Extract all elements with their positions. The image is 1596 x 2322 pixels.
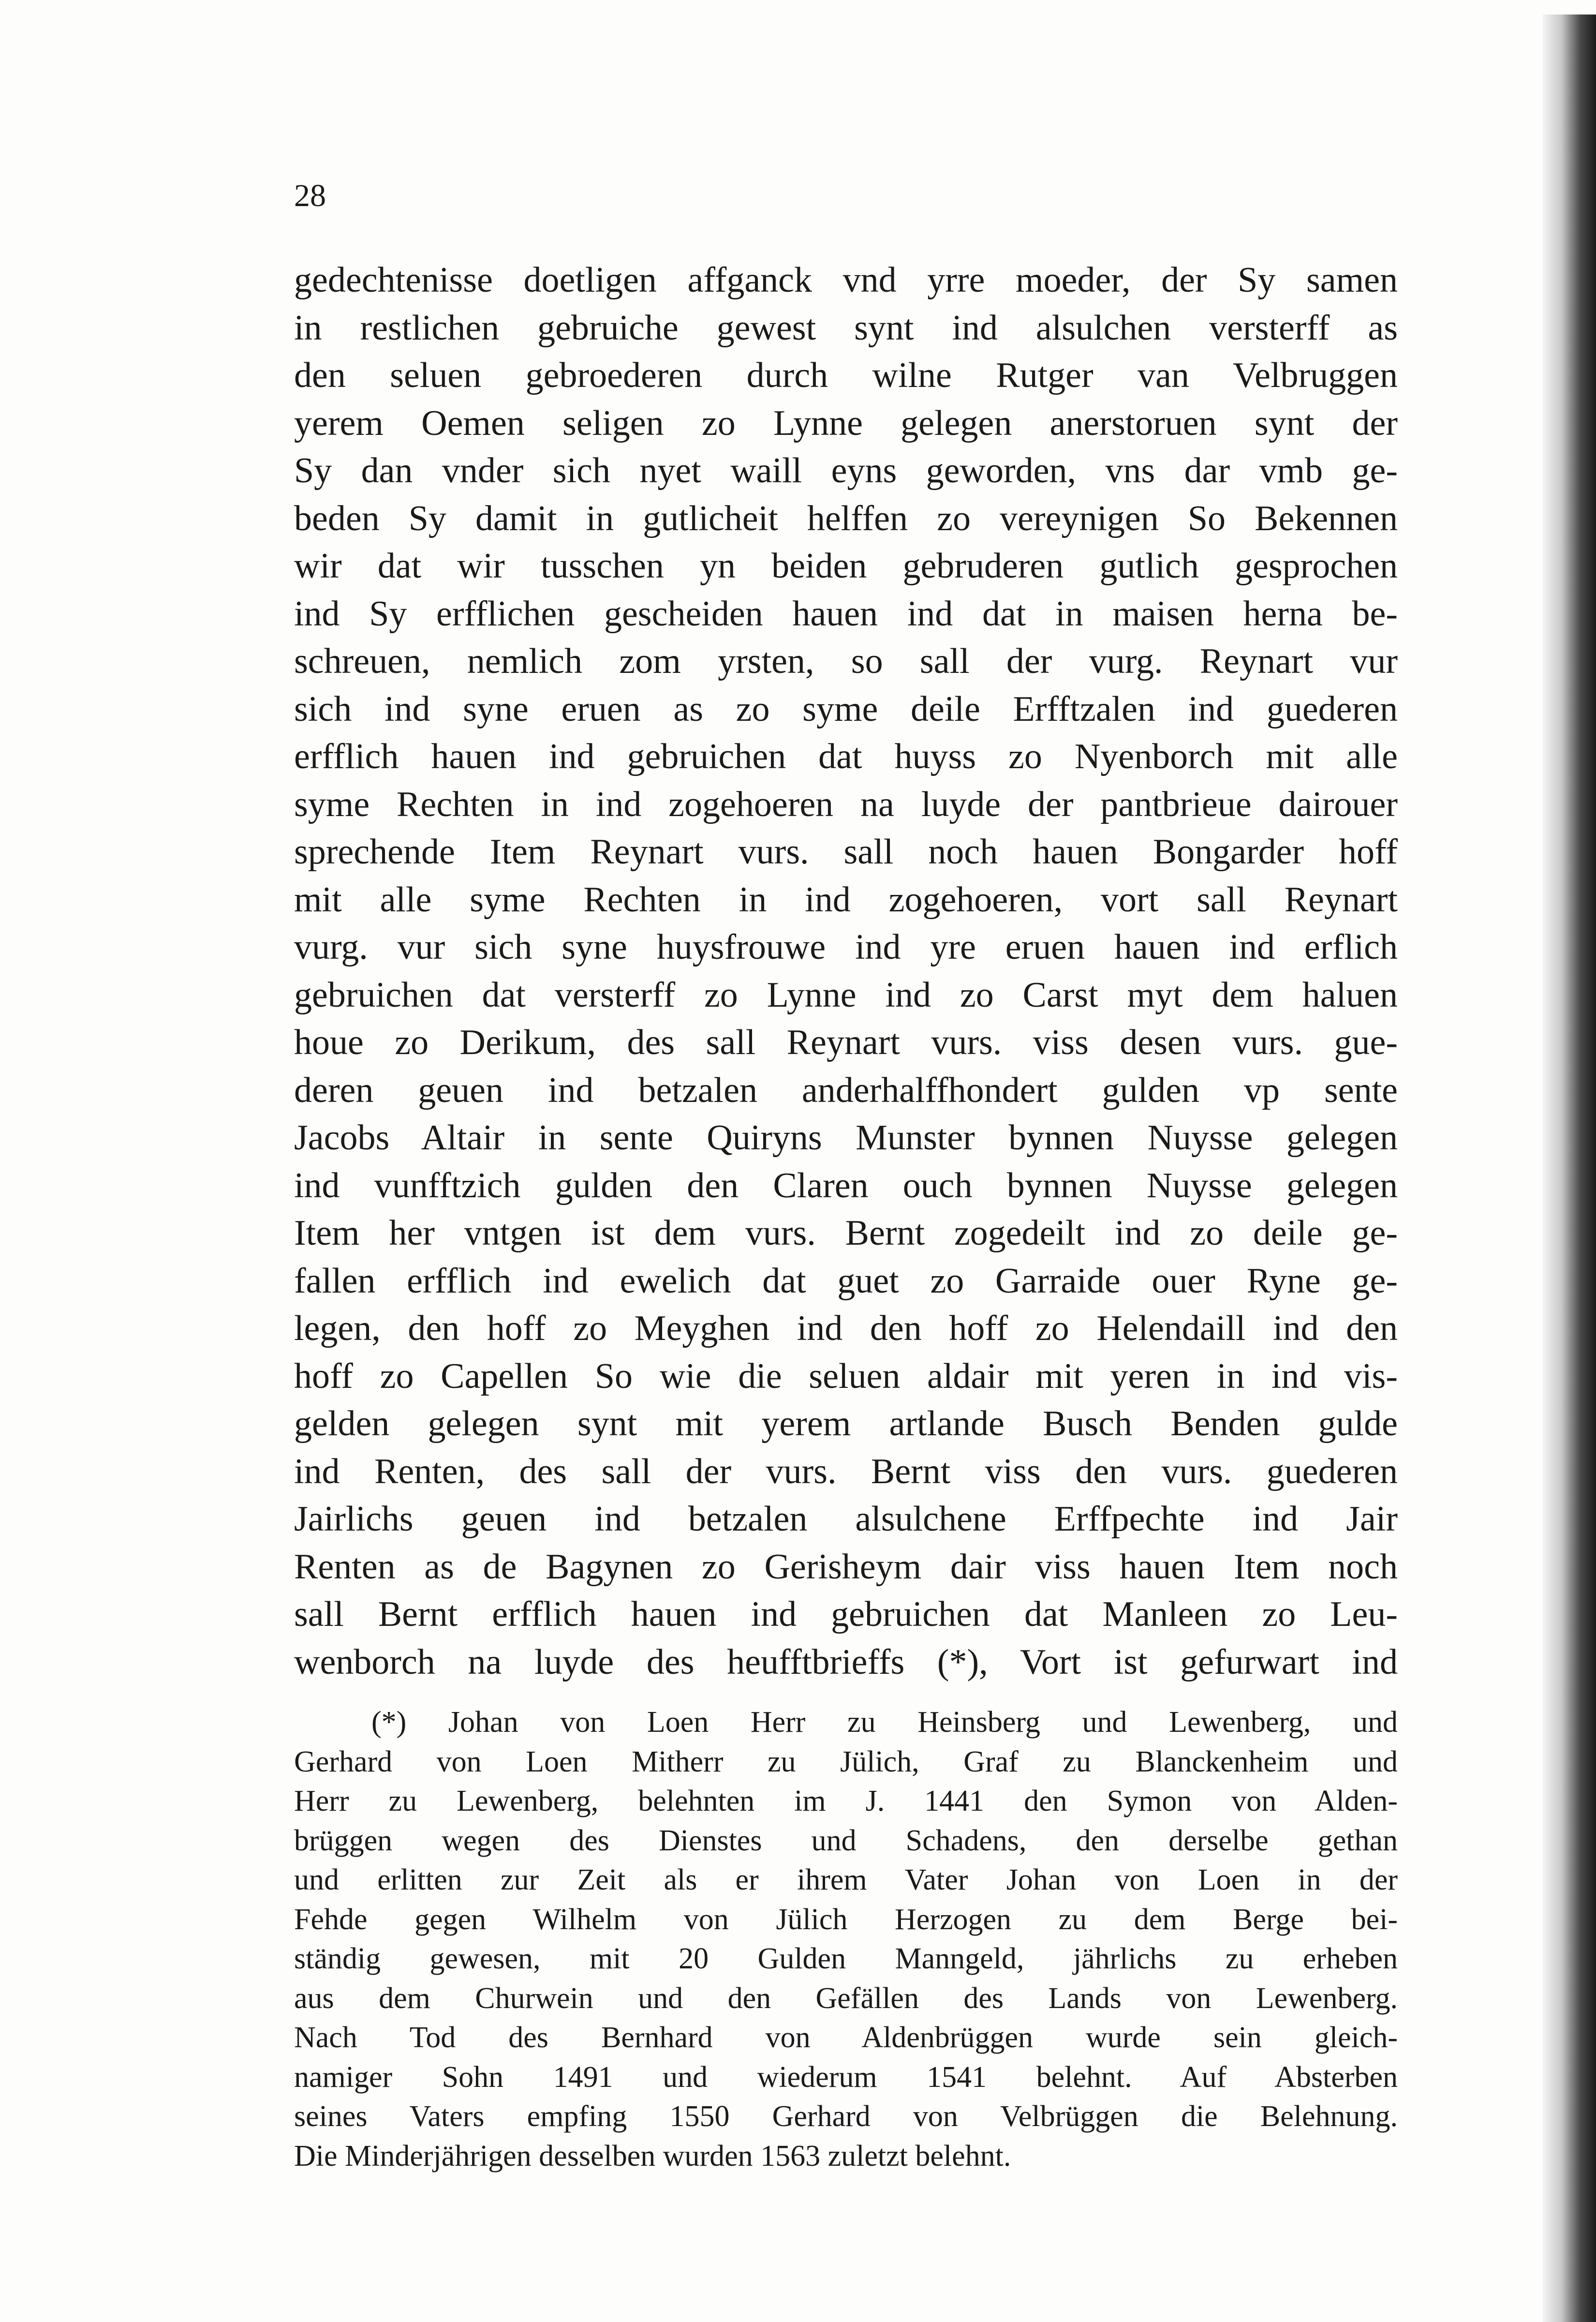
page-edge-shadow bbox=[1543, 15, 1596, 2322]
body-line: houe zo Derikum, des sall Reynart vurs. viss desen vurs. gue- bbox=[294, 1023, 1398, 1062]
footnote-line: Die Minderjährigen desselben wurden 1563 zuletzt belehnt. bbox=[294, 2139, 1011, 2173]
footnote-line: namiger Sohn 1491 und wiederum 1541 belehnt. Auf Absterben bbox=[294, 2060, 1398, 2094]
body-line: sprechende Item Reynart vurs. sall noch hauen Bongarder hoff bbox=[294, 832, 1398, 872]
footnote-line: ständig gewesen, mit 20 Gulden Manngeld, jährlichs zu erheben bbox=[294, 1942, 1398, 1975]
body-line: Sy dan vnder sich nyet waill eyns geworden, vns dar vmb ge- bbox=[294, 451, 1398, 491]
footnote-line: (*) Johan von Loen Herr zu Heinsberg und Lewenberg, und bbox=[371, 1706, 1398, 1739]
body-line: beden Sy damit in gutlicheit helffen zo vereynigen So Bekennen bbox=[294, 498, 1398, 538]
footnote-line: seines Vaters empfing 1550 Gerhard von Velbrüggen die Belehnung. bbox=[294, 2100, 1398, 2133]
page-number: 28 bbox=[294, 178, 326, 213]
footnote-line: Herr zu Lewenberg, belehnten im J. 1441 den Symon von Alden- bbox=[294, 1785, 1398, 1817]
body-line: erfflich hauen ind gebruichen dat huyss zo Nyenborch mit alle bbox=[294, 737, 1398, 776]
body-line: schreuen, nemlich zom yrsten, so sall der vurg. Reynart vur bbox=[294, 641, 1398, 681]
body-line: yerem Oemen seligen zo Lynne gelegen anerstoruen synt der bbox=[294, 403, 1398, 443]
body-line: gebruichen dat versterff zo Lynne ind zo Carst myt dem haluen bbox=[294, 975, 1398, 1015]
body-line: vurg. vur sich syne huysfrouwe ind yre eruen hauen ind erflich bbox=[294, 927, 1398, 967]
body-line: wenborch na luyde des heufftbrieffs (*), Vort ist gefurwart ind bbox=[294, 1642, 1398, 1682]
footnote-line: brüggen wegen des Dienstes und Schadens, den derselbe gethan bbox=[294, 1824, 1398, 1857]
footnote-line: Fehde gegen Wilhelm von Jülich Herzogen zu dem Berge bei- bbox=[294, 1903, 1398, 1936]
footnote-line: Gerhard von Loen Mitherr zu Jülich, Graf zu Blanckenheim und bbox=[294, 1745, 1398, 1778]
body-line: ind Renten, des sall der vurs. Bernt viss den vurs. guederen bbox=[294, 1451, 1398, 1491]
footnote-line: und erlitten zur Zeit als er ihrem Vater Johan von Loen in der bbox=[294, 1863, 1398, 1896]
body-line: gelden gelegen synt mit yerem artlande Busch Benden gulde bbox=[294, 1404, 1398, 1444]
body-line: den seluen gebroederen durch wilne Rutger van Velbruggen bbox=[294, 356, 1398, 395]
body-line: ind Sy erfflichen gescheiden hauen ind dat in maisen herna be- bbox=[294, 594, 1398, 634]
body-line: mit alle syme Rechten in ind zogehoeren, vort sall Reynart bbox=[294, 879, 1398, 920]
body-line: wir dat wir tusschen yn beiden gebruderen gutlich gesprochen bbox=[294, 546, 1398, 586]
footnote bbox=[294, 1703, 1398, 2176]
body-text bbox=[294, 256, 1398, 1686]
body-line: in restlichen gebruiche gewest synt ind alsulchen versterff as bbox=[294, 308, 1398, 348]
body-line: Renten as de Bagynen zo Gerisheym dair viss hauen Item noch bbox=[294, 1547, 1398, 1587]
body-line: ind vunfftzich gulden den Claren ouch bynnen Nuysse gelegen bbox=[294, 1165, 1398, 1206]
footnote-line: Nach Tod des Bernhard von Aldenbrüggen wurde sein gleich- bbox=[294, 2021, 1398, 2054]
footnote-line: aus dem Churwein und den Gefällen des Lands von Lewenberg. bbox=[294, 1981, 1398, 2015]
body-line: Item her vntgen ist dem vurs. Bernt zogedeilt ind zo deile ge- bbox=[294, 1213, 1398, 1253]
body-line: syme Rechten in ind zogehoeren na luyde der pantbrieue dairouer bbox=[294, 784, 1398, 824]
body-line: Jacobs Altair in sente Quiryns Munster bynnen Nuysse gelegen bbox=[294, 1118, 1398, 1158]
body-line: sall Bernt erfflich hauen ind gebruichen dat Manleen zo Leu- bbox=[294, 1594, 1398, 1634]
body-line: deren geuen ind betzalen anderhalffhondert gulden vp sente bbox=[294, 1070, 1398, 1110]
body-line: Jairlichs geuen ind betzalen alsulchene Erffpechte ind Jair bbox=[294, 1499, 1398, 1539]
body-line: fallen erfflich ind ewelich dat guet zo Garraide ouer Ryne ge- bbox=[294, 1261, 1398, 1301]
body-line: gedechtenisse doetligen affganck vnd yrre moeder, der Sy samen bbox=[294, 260, 1398, 300]
body-line: legen, den hoff zo Meyghen ind den hoff zo Helendaill ind den bbox=[294, 1309, 1398, 1348]
body-line: hoff zo Capellen So wie die seluen aldair mit yeren in ind vis- bbox=[294, 1356, 1398, 1396]
body-line: sich ind syne eruen as zo syme deile Erfftzalen ind guederen bbox=[294, 689, 1398, 729]
